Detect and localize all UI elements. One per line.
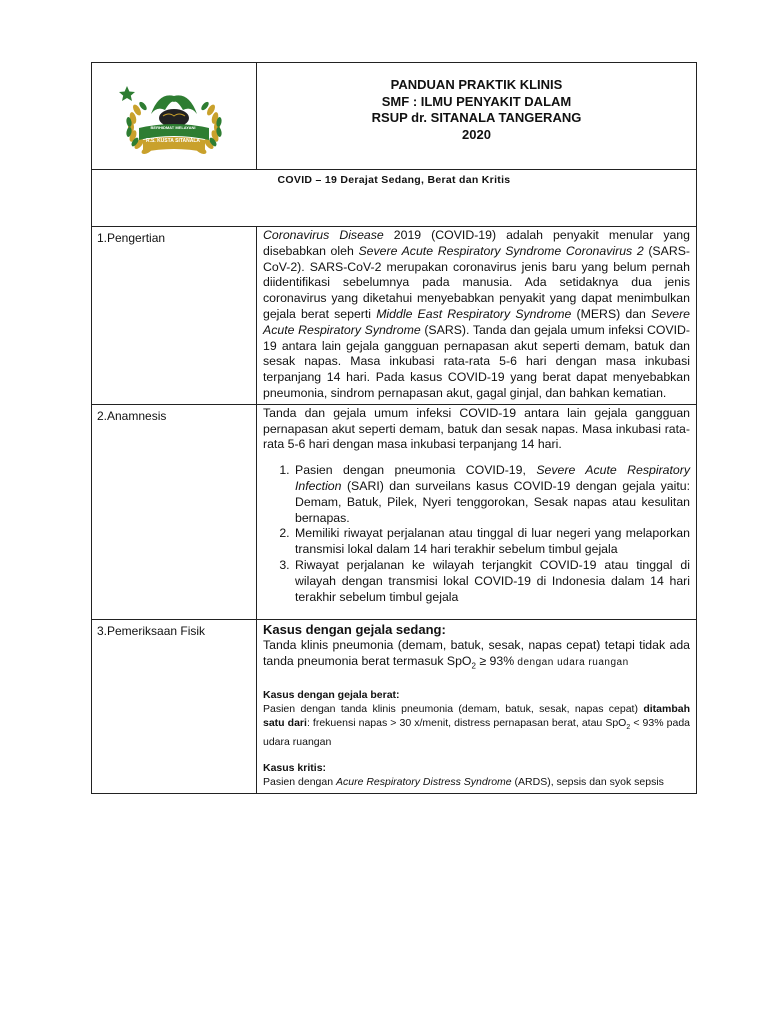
pemeriksaan-fisik-row (92, 620, 697, 794)
text: Pasien dengan (263, 776, 336, 789)
text: 2019 (COVID-19) adalah penyakit menular yang disebabkan oleh (263, 228, 690, 258)
emphasis: ditambah satu dari (263, 703, 690, 730)
pengertian-paragraph (263, 228, 690, 402)
list-item: 3. Riwayat perjalanan ke wilayah terjangkit COVID-19 atau tinggal di wilayah dengan transmisi lokal COVID-19 di Indonesia dalam 14 hari terakhir sebelum timbul gejala (293, 558, 690, 605)
text: (SARS-CoV-2). SARS-CoV-2 merupakan coronavirus jenis baru yang belum pernah diidentifikasi sebelumnya pada manusia. Ada setidaknya dua jenis coronavirus yang diketahui menyebabkan penyakit yang dapat menimbulkan gejala berat seperti (263, 243, 691, 321)
text: : frekuensi napas > 30 x/menit, distress pernapasan berat, atau SpO (306, 717, 627, 730)
kritis-heading: Kasus kritis: (263, 762, 327, 775)
term-ards: Acure Respiratory Distress Syndrome (335, 776, 512, 789)
berat-text (263, 702, 690, 749)
logo-top-text: BERHIDMAT MELAYANI (150, 125, 196, 130)
berat-heading: Kasus dengan gejala berat: (263, 689, 400, 702)
sedang-heading: Kasus dengan gejala sedang: (263, 622, 446, 638)
term-mers: Middle East Respiratory Syndrome (376, 306, 572, 321)
header-line-1: PANDUAN PRAKTIK KLINIS (390, 77, 563, 92)
clinical-guideline-table (91, 62, 697, 794)
list-item (293, 463, 690, 526)
anamnesis-label: 2.Anamnesis (92, 404, 257, 620)
hospital-logo-icon (109, 70, 239, 162)
header-row (92, 63, 697, 170)
text: (SARI) dan surveilans kasus COVID-19 dengan gejala yaitu: Demam, Batuk, Pilek, Nyeri tenggorokan, Sesak napas atau kesulitan bernapas. (295, 478, 690, 525)
logo-bottom-text: R.S. KUSTA SITANALA (145, 138, 201, 144)
pengertian-row (92, 227, 697, 405)
sedang-text (263, 638, 690, 674)
header-line-4: 2020 (462, 126, 491, 142)
subscript: 2 (626, 724, 631, 732)
text: < 93% pada udara ruangan (263, 717, 691, 749)
term-sari: Severe Acute Respiratory Infection (295, 463, 691, 493)
list-item: 2. Memiliki riwayat perjalanan atau tinggal di luar negeri yang melaporkan transmisi lokal dalam 14 hari terakhir sebelum timbul gejala (293, 526, 690, 558)
header-line-3: RSUP dr. SITANALA TANGERANG (371, 110, 582, 125)
anamnesis-criteria-list (263, 463, 690, 605)
document-subtitle: COVID – 19 Derajat Sedang, Berat dan Kritis (277, 174, 511, 186)
text: dengan udara ruangan (514, 657, 629, 669)
pengertian-content (257, 227, 697, 405)
text: (ARDS), sepsis dan syok sepsis (511, 776, 664, 789)
term-sars: Severe Acute Respiratory Syndrome (263, 306, 691, 337)
pemeriksaan-fisik-label: 3.Pemeriksaan Fisik (92, 620, 257, 794)
text: (MERS) dan (571, 306, 652, 321)
pengertian-label: 1.Pengertian (92, 227, 257, 405)
anamnesis-intro: Tanda dan gejala umum infeksi COVID-19 antara lain gejala gangguan pernapasan akut seperti demam, batuk dan sesak napas. Masa inkubasi rata-rata 5-6 hari dengan masa inkubasi terpanjang 14 hari. (263, 405, 690, 452)
text: ≥ 93% (475, 654, 515, 669)
subtitle-cell (92, 170, 697, 227)
anamnesis-row (92, 404, 697, 620)
header-line-2: SMF : ILMU PENYAKIT DALAM (381, 93, 572, 109)
kritis-text (263, 775, 690, 789)
text: Pasien dengan tanda klinis pneumonia (demam, batuk, sesak, napas cepat) (263, 703, 644, 716)
subtitle-row (92, 170, 697, 227)
text: Tanda klinis pneumonia (demam, batuk, sesak, napas cepat) tetapi tidak ada tanda pneumonia berat termasuk SpO (263, 638, 690, 669)
subscript: 2 (471, 661, 476, 671)
anamnesis-content (257, 404, 697, 620)
logo-cell (92, 63, 257, 170)
header-title-cell (257, 63, 697, 170)
term-sars-cov-2: Severe Acute Respiratory Syndrome Coronavirus 2 (358, 243, 644, 258)
text: Pasien dengan pneumonia COVID-19, (295, 463, 537, 478)
text: (SARS). Tanda dan gejala umum infeksi COVID-19 antara lain gejala gangguan pernapasan akut seperti demam, batuk dan sesak napas. Masa inkubasi rata-rata 5-6 hari dengan masa inkubasi terpanjang 14 hari. Pada kasus COVID-19 yang berat dapat menyebabkan pneumonia, sindrom pernapasan akut, gagal ginjal, dan bahkan kematian. (263, 322, 690, 400)
pemeriksaan-fisik-content (257, 620, 697, 794)
term-covid: Coronavirus Disease (263, 228, 384, 242)
